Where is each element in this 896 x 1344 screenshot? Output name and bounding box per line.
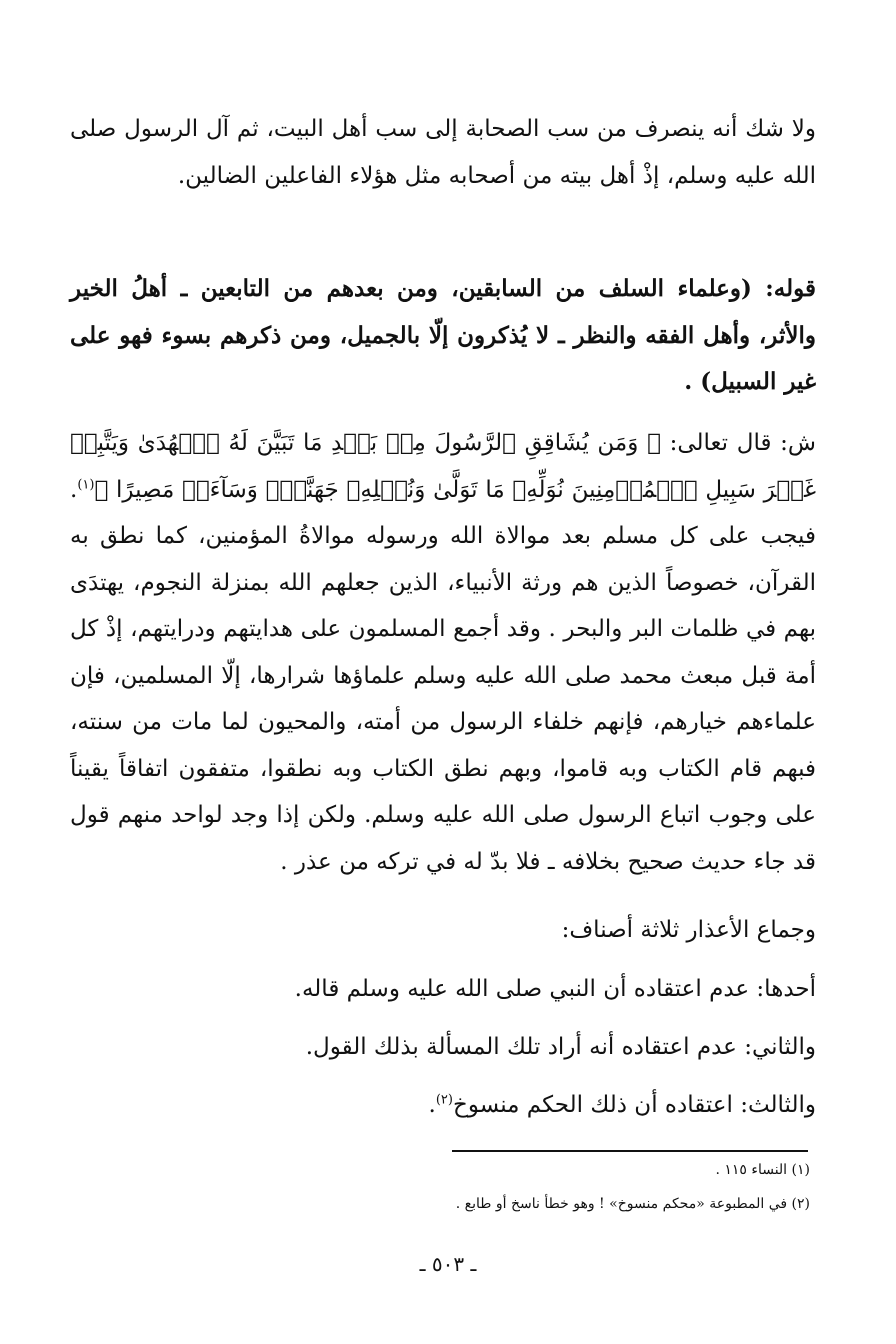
- list-item-3-text: والثالث: اعتقاده أن ذلك الحكم منسوخ: [452, 1092, 816, 1118]
- list-item-2-text: والثاني: عدم اعتقاده أنه أراد تلك المسألة بذلك القول.: [305, 1034, 816, 1060]
- footnote-2: (٢) في المطبوعة «محكم منسوخ» ! وهو خطأ ناسخ أو طابع .: [455, 1196, 810, 1212]
- list-item-1: [70, 966, 856, 1013]
- list-item-3: [70, 1082, 856, 1129]
- paragraph-3: [70, 420, 816, 885]
- paragraph-4: وجماع الأعذار ثلاثة أصناف:: [561, 917, 816, 943]
- quran-verse: ﴿ وَمَن يُشَاقِقِ ٱلرَّسُولَ مِنۢ بَعۡدِ مَا تَبَيَّنَ لَهُ ٱلۡهُدَىٰ وَيَتَّبِعۡ غَيۡرَ سَبِيلِ ٱلۡمُؤۡمِنِينَ نُوَلِّهِۦ مَا تَوَلَّىٰ وَنُصۡلِهِۦ جَهَنَّمَۖ وَسَآءَتۡ مَصِيرًا ﴾: [70, 430, 816, 503]
- paragraph-3-lead: ش: قال تعالى:: [660, 430, 817, 456]
- footnote-ref-1: (١): [77, 476, 95, 492]
- footnote-1: (١) النساء ١١٥ .: [715, 1162, 810, 1178]
- list-item-1-text: أحدها: عدم اعتقاده أن النبي صلى الله عليه وسلم قاله.: [294, 976, 816, 1002]
- list-item-3-end: .: [428, 1092, 436, 1118]
- paragraph-2-quote: قوله: (وعلماء السلف من السابقين، ومن بعدهم من التابعين ـ أهلُ الخير والأثر، وأهل الفقه والنظر ـ لا يُذكرون إلّا بالجميل، ومن ذكرهم بسوء فهو على غير السبيل) .: [70, 275, 816, 395]
- paragraph-1: ولا شك أنه ينصرف من سب الصحابة إلى سب أهل البيت، ثم آل الرسول صلى الله عليه وسلم، إذْ أهل بيته من أصحابه مثل هؤلاء الفاعلين الضالين.: [70, 116, 817, 189]
- page-number: ـ ٥٠٣ ـ: [419, 1252, 477, 1276]
- footnote-divider: [452, 1150, 808, 1152]
- footnote-ref-2: (٢): [435, 1092, 453, 1108]
- list-item-2: [70, 1024, 856, 1071]
- paragraph-3-rest: . فيجب على كل مسلم بعد موالاة الله ورسوله موالاةُ المؤمنين، كما نطق به القرآن، خصوصاً الذين هم ورثة الأنبياء، الذين جعلهم الله بمنزلة النجوم، يهتدَى بهم في ظلمات البر والبحر . وقد أجمع المسلمون على هدايتهم ودرايتهم، إذْ كل أمة قبل مبعث محمد صلى الله عليه وسلم علماؤها شرارها، إلّا المسلمين، فإن علماءهم خيارهم، فإنهم خلفاء الرسول من أمته، والمحيون لما مات من سنته، فبهم قام الكتاب وبه قاموا، وبهم نطق الكتاب وبه نطقوا، متفقون اتفاقاً يقيناً على وجوب اتباع الرسول صلى الله عليه وسلم. ولكن إذا وجد لواحد منهم قول قد جاء حديث صحيح بخلافه ـ فلا بدّ له في تركه من عذر .: [70, 476, 816, 875]
